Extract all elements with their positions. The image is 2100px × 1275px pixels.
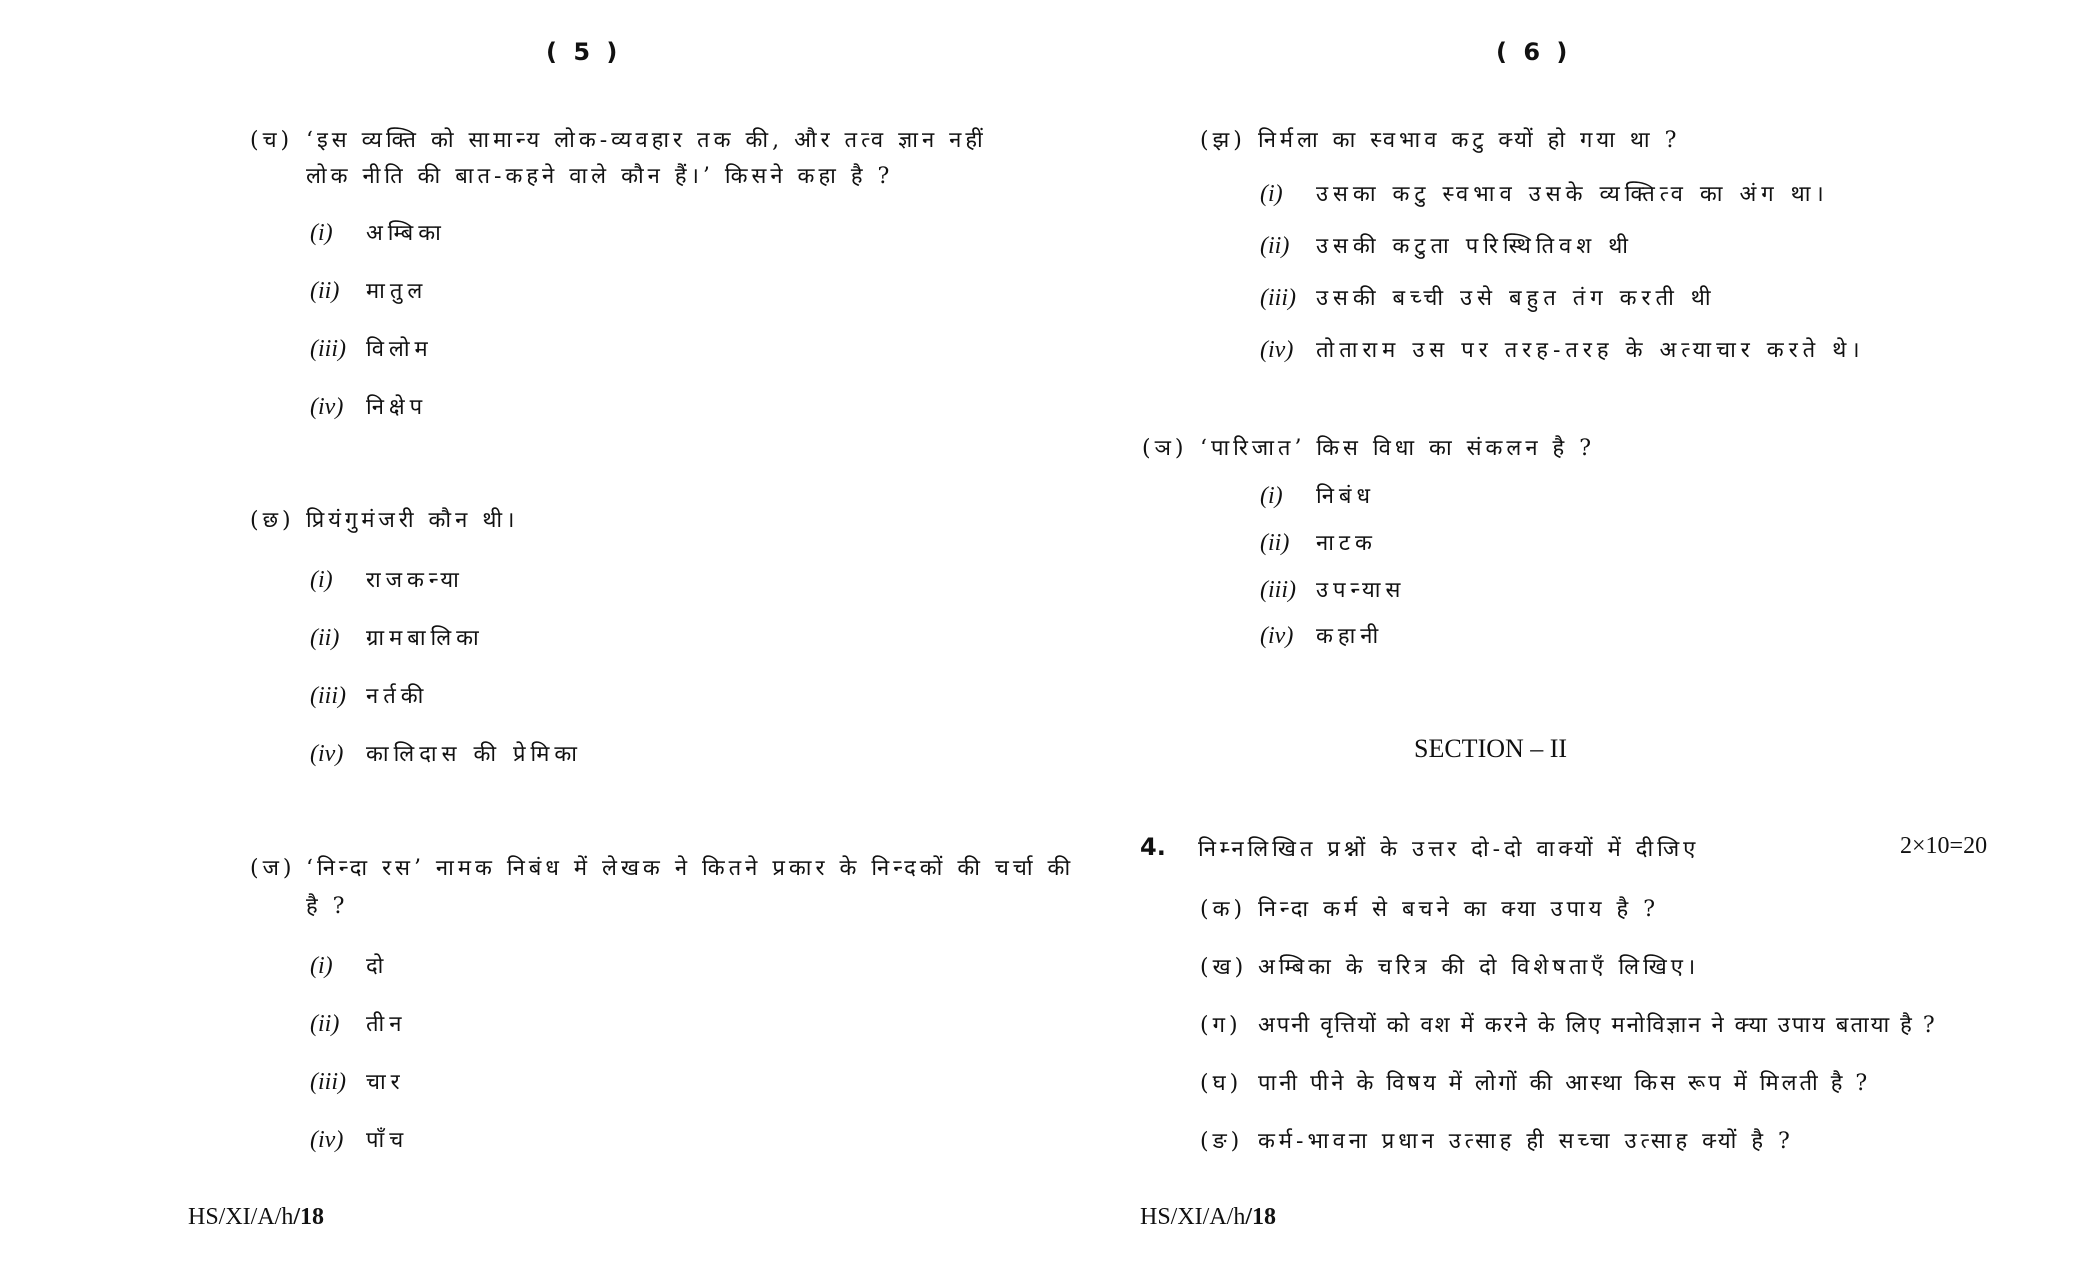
option-text: ग्रामबालिका (366, 626, 484, 651)
option-number: (i) (1260, 483, 1283, 509)
question-instruction: निम्नलिखित प्रश्नों के उत्तर दो-दो वाक्यों में दीजिए (1198, 837, 1700, 862)
option (1260, 230, 1633, 260)
subquestion-text: पानी पीने के विषय में लोगों की आस्था किस रूप में मिलती है ? (1258, 1071, 1871, 1096)
section-title: SECTION – II (1414, 734, 1568, 763)
question-marks: 2×10=20 (1900, 833, 1988, 859)
subquestion-text: कर्म-भावना प्रधान उत्साह ही सच्चा उत्साह क्यों है ? (1258, 1129, 1794, 1154)
option-number: (iv) (1260, 337, 1294, 363)
footer-code-text: HS/XI/A/h (1140, 1204, 1246, 1230)
option (1260, 527, 1377, 557)
option-text: कालिदास की प्रेमिका (366, 742, 583, 767)
option-number: (ii) (1260, 530, 1290, 556)
option (310, 275, 427, 305)
option-text: पाँच (366, 1128, 409, 1153)
option-text: राजकन्या (366, 568, 464, 593)
option (310, 738, 582, 768)
option-number: (ii) (310, 278, 340, 304)
option-number: (iv) (1260, 623, 1294, 649)
footer-year: /18 (293, 1204, 325, 1230)
footer-code-text: HS/XI/A/h (188, 1204, 294, 1230)
option (310, 680, 428, 710)
right-page (1050, 0, 2100, 1275)
option-text: उसका कटु स्वभाव उसके व्यक्तित्व का अंग था। (1316, 182, 1829, 207)
option-text: कहानी (1316, 624, 1384, 649)
subquestion-label: (ङ) (1200, 1129, 1244, 1154)
option-text: निबंध (1316, 484, 1376, 509)
option-number: (ii) (310, 625, 340, 651)
subquestion-text: अपनी वृत्तियों को वश में करने के लिए मनोविज्ञान ने क्या उपाय बताया है ? (1258, 1013, 1937, 1038)
option (1260, 334, 1865, 364)
question-label: (छ) (250, 508, 295, 533)
option (310, 564, 464, 594)
option-number: (iii) (310, 683, 346, 709)
option-text: उसकी बच्ची उसे बहुत तंग करती थी (1316, 286, 1716, 311)
option (1260, 620, 1383, 650)
option-number: (i) (1260, 181, 1283, 207)
option (1260, 480, 1375, 510)
question-label: (ज) (250, 856, 296, 881)
option (310, 950, 388, 980)
subquestion-label: (ग) (1200, 1013, 1242, 1038)
option-text: नाटक (1316, 531, 1377, 556)
option-number: (i) (310, 567, 333, 593)
question-number: 4. (1140, 833, 1166, 861)
option-number: (i) (310, 953, 333, 979)
option-number: (iii) (1260, 577, 1296, 603)
question-label: (झ) (1200, 128, 1246, 153)
option-text: निक्षेप (366, 395, 428, 420)
option-text: विलोम (366, 337, 433, 362)
option (310, 333, 433, 363)
footer-year: /18 (1245, 1204, 1277, 1230)
option (310, 622, 484, 652)
option (310, 1008, 406, 1038)
footer-code (188, 1204, 324, 1231)
option (310, 1066, 405, 1096)
footer-code (1140, 1204, 1276, 1231)
option (1260, 282, 1716, 312)
subquestion-label: (ख) (1200, 955, 1248, 980)
page-number: ( 6 ) (1496, 38, 1572, 66)
question-text-line-2: है ? (306, 894, 349, 919)
option-number: (ii) (310, 1011, 340, 1037)
option-number: (ii) (1260, 233, 1290, 259)
subquestion-label: (घ) (1200, 1071, 1243, 1096)
option-text: चार (366, 1070, 405, 1095)
option-number: (i) (310, 220, 333, 246)
option-number: (iv) (310, 394, 344, 420)
option (1260, 574, 1405, 604)
page-number: ( 5 ) (546, 38, 622, 66)
option (310, 391, 427, 421)
subquestion-label: (क) (1200, 897, 1247, 922)
option (310, 217, 446, 247)
option-text: अम्बिका (366, 221, 446, 246)
question-text-line-1: प्रियंगुमंजरी कौन थी। (306, 508, 519, 533)
question-text-line-1: निर्मला का स्वभाव कटु क्यों हो गया था ? (1258, 128, 1681, 153)
option-text: मातुल (366, 279, 428, 304)
option-number: (iv) (310, 741, 344, 767)
option-number: (iii) (1260, 285, 1296, 311)
question-text-line-1: ‘इस व्यक्ति को सामान्य लोक-व्यवहार तक की, और तत्व ज्ञान नहीं (306, 128, 987, 153)
option-number: (iii) (310, 336, 346, 362)
question-label: (च) (250, 128, 294, 153)
option-text: तीन (366, 1012, 407, 1037)
option-number: (iv) (310, 1127, 344, 1153)
option-text: दो (366, 954, 389, 979)
option (310, 1124, 408, 1154)
subquestion-text: निन्दा कर्म से बचने का क्या उपाय है ? (1258, 897, 1660, 922)
option-text: तोताराम उस पर तरह-तरह के अत्याचार करते थे। (1316, 338, 1865, 363)
question-text-line-1: ‘पारिजात’ किस विधा का संकलन है ? (1200, 436, 1595, 461)
option-text: उसकी कटुता परिस्थितिवश थी (1316, 234, 1633, 259)
option-number: (iii) (310, 1069, 346, 1095)
question-label: (ञ) (1142, 436, 1188, 461)
subquestion-text: अम्बिका के चरित्र की दो विशेषताएँ लिखिए। (1258, 955, 1700, 980)
question-text-line-2: लोक नीति की बात-कहने वाले कौन हैं।’ किसने कहा है ? (306, 164, 894, 189)
option (1260, 178, 1829, 208)
option-text: नर्तकी (366, 684, 429, 709)
question-text-line-1: ‘निन्दा रस’ नामक निबंध में लेखक ने कितने प्रकार के निन्दकों की चर्चा की (306, 856, 1075, 881)
option-text: उपन्यास (1316, 578, 1406, 603)
